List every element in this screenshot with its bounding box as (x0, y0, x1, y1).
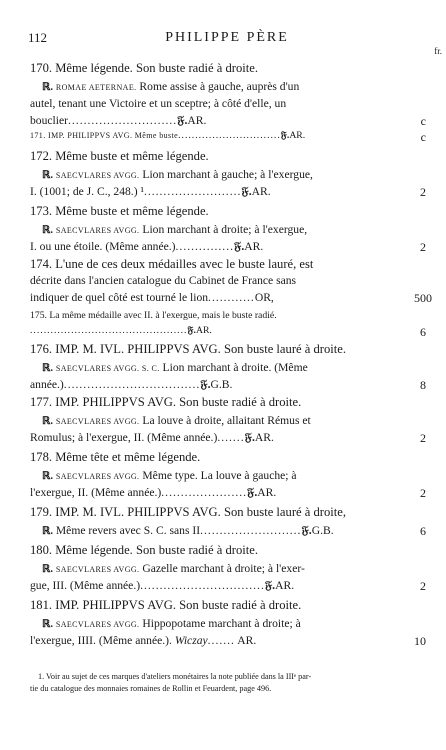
reverse-desc: Lion marchant à droite; à l'exergue, (139, 223, 308, 236)
metal: AR. (244, 240, 264, 253)
entry-170-reverse (42, 80, 299, 93)
reverse-desc: Lion marchant à droite. (Même (159, 361, 308, 374)
metal: OR, (254, 291, 274, 304)
entry-180-reverse (42, 562, 305, 575)
rarity: 6 (420, 524, 426, 538)
reverse-symbol: ℝ. (42, 416, 53, 427)
reverse-desc: Même revers avec S. C. sans II (55, 524, 201, 537)
entry-181-reverse-cont: l'exergue, IIII. (Même année.). Wiczay....... AR. (30, 634, 257, 647)
entry-180-reverse-cont: gue, III. (Même année.)................................𝔉.AR. (30, 579, 295, 592)
entry-174-line2: décrite dans l'ancien catalogue du Cabinet de France sans (30, 274, 297, 287)
reverse-desc-cont: I. (1001; de J. C., 248.) ¹ (30, 185, 144, 198)
entry-176-obverse: 176. IMP. M. IVL. PHILIPPVS AVG. Son buste lauré à droite. (30, 342, 347, 356)
entry-179-reverse: ℝ. Même revers avec S. C. sans II..........................𝔉.G.B. (42, 524, 334, 537)
entry-173-reverse-cont: I. ou une étoile. (Même année.)...............𝔉.AR. (30, 240, 264, 253)
entry-170-reverse-end: bouclier............................𝔉.AR. (30, 114, 207, 127)
entry-172-obverse: 172. Même buste et même légende. (30, 149, 209, 163)
reverse-legend: SAECVLARES AVGG. (55, 620, 140, 629)
metal: AR. (195, 325, 212, 336)
entry-170-reverse-cont: autel, tenant une Victoire et un sceptre; à côté d'elle, un (30, 97, 287, 110)
reverse-desc: Hippopotame marchant à droite; à (139, 617, 301, 630)
reverse-desc: Même type. La louve à gauche; à (139, 469, 297, 482)
entry-text: 171. IMP. PHILIPPVS AVG. Même buste (30, 131, 179, 140)
metal: G.B. (210, 378, 233, 391)
entry-176-reverse-cont: année.)...................................𝔉.G.B. (30, 378, 233, 391)
reverse-legend: ROMAE AETERNAE. (55, 83, 137, 92)
reverse-legend: SAECVLARES AVGG. (55, 417, 140, 426)
rarity: 2 (420, 579, 426, 593)
reverse-symbol: ℝ. (42, 363, 53, 374)
metal: AR. (275, 579, 295, 592)
reverse-symbol: ℝ. (42, 170, 53, 181)
reverse-symbol: ℝ. (42, 526, 53, 537)
entry-177-obverse: 177. IMP. PHILIPPVS AVG. Son buste radié à droite. (30, 395, 302, 409)
reverse-desc-cont: l'exergue, II. (Même année.) (30, 486, 162, 499)
entry-text: indiquer de quel côté est tourné le lion (30, 291, 209, 304)
entry-179-obverse: 179. IMP. M. IVL. PHILIPPVS AVG. Son buste lauré à droite, (30, 505, 347, 519)
entry-178-reverse-cont: l'exergue, II. (Même année.)......................𝔉.AR. (30, 486, 277, 499)
reverse-legend: SAECVLARES AVGG. (55, 565, 140, 574)
reverse-desc-cont: année.) (30, 378, 64, 391)
entry-180-obverse: 180. Même légende. Son buste radié à droite. (30, 543, 259, 557)
rarity: 10 (414, 634, 426, 648)
metal: AR. (257, 486, 277, 499)
entry-175-line2: ..............................................𝔉.AR. (30, 325, 212, 336)
entry-172-reverse (42, 168, 313, 181)
entry-181-obverse: 181. IMP. PHILIPPVS AVG. Son buste radié à droite. (30, 598, 302, 612)
entry-177-reverse (42, 414, 311, 427)
reverse-desc-cont: l'exergue, IIII. (Même année.). (30, 634, 172, 647)
page-header (28, 30, 426, 48)
entry-175-line1: 175. La même médaille avec II. à l'exergue, mais le buste radié. (30, 310, 277, 321)
reverse-desc: Lion marchant à gauche; à l'exergue, (139, 168, 313, 181)
footnote-line2: tie du catalogue des monnaies romaines de Rollin et Feuardent, page 496. (30, 684, 272, 693)
rarity: 2 (420, 431, 426, 445)
metal: AR. (187, 114, 207, 127)
entry-176-reverse (42, 361, 308, 374)
reverse-desc: Gazelle marchant à droite; à l'exer- (139, 562, 305, 575)
reverse-desc: Rome assise à gauche, auprès d'un (136, 80, 300, 93)
entry-170-obverse: 170. Même légende. Son buste radié à droite. (30, 61, 259, 75)
metal: AR. (251, 185, 271, 198)
reverse-desc-cont: I. ou une étoile. (Même année.) (30, 240, 176, 253)
rarity: 2 (420, 486, 426, 500)
entry-171: 171. IMP. PHILIPPVS AVG. Même buste..............................𝔉.AR. (30, 130, 306, 141)
metal: AR. (254, 431, 274, 444)
footnote-line1: 1. Voir au sujet de ces marques d'ateliers monétaires la note publiée dans la IIIᵉ par- (38, 672, 312, 681)
rarity: 6 (420, 325, 426, 339)
reverse-desc-end: bouclier (30, 114, 68, 127)
reverse-symbol: ℝ. (42, 225, 53, 236)
entry-172-reverse-cont: I. (1001; de J. C., 248.) ¹.........................𝔉.AR. (30, 185, 271, 198)
metal: AR. (237, 634, 257, 647)
page-title: PHILIPPE PÈRE (165, 30, 289, 45)
entry-173-obverse: 173. Même buste et même légende. (30, 204, 209, 218)
entry-178-obverse: 178. Même tête et même légende. (30, 450, 201, 464)
reverse-legend: SAECVLARES AVGG. (55, 472, 140, 481)
entry-174-line3: indiquer de quel côté est tourné le lion............OR, (30, 291, 274, 304)
reverse-desc: La louve à droite, allaitant Rémus et (139, 414, 311, 427)
rarity: 2 (420, 185, 426, 199)
reverse-legend: SAECVLARES AVGG. (55, 226, 140, 235)
entry-178-reverse (42, 469, 297, 482)
reverse-legend: SAECVLARES AVGG. (55, 171, 140, 180)
reverse-desc-cont: Romulus; à l'exergue, II. (Même année.) (30, 431, 218, 444)
reverse-symbol: ℝ. (42, 619, 53, 630)
entry-181-reverse (42, 617, 301, 630)
collection-name: Wiczay (174, 634, 208, 647)
page-number: 112 (28, 30, 48, 45)
rarity: 8 (420, 378, 426, 392)
reverse-legend: SAECVLARES AVGG. S. C. (55, 364, 160, 373)
reverse-symbol: ℝ. (42, 82, 53, 93)
column-header-price: fr. (434, 46, 442, 56)
metal: G.B. (311, 524, 334, 537)
entry-177-reverse-cont: Romulus; à l'exergue, II. (Même année.).......𝔉.AR. (30, 431, 274, 444)
metal: AR. (289, 130, 306, 141)
reverse-symbol: ℝ. (42, 564, 53, 575)
rarity: 500 (414, 291, 432, 305)
entry-174-line1: 174. L'une de ces deux médailles avec le buste lauré, est (30, 257, 314, 271)
entry-173-reverse (42, 223, 307, 236)
rarity: c (420, 114, 426, 128)
rarity: c (420, 130, 426, 144)
rarity: 2 (420, 240, 426, 254)
reverse-desc-cont: gue, III. (Même année.) (30, 579, 141, 592)
reverse-symbol: ℝ. (42, 471, 53, 482)
